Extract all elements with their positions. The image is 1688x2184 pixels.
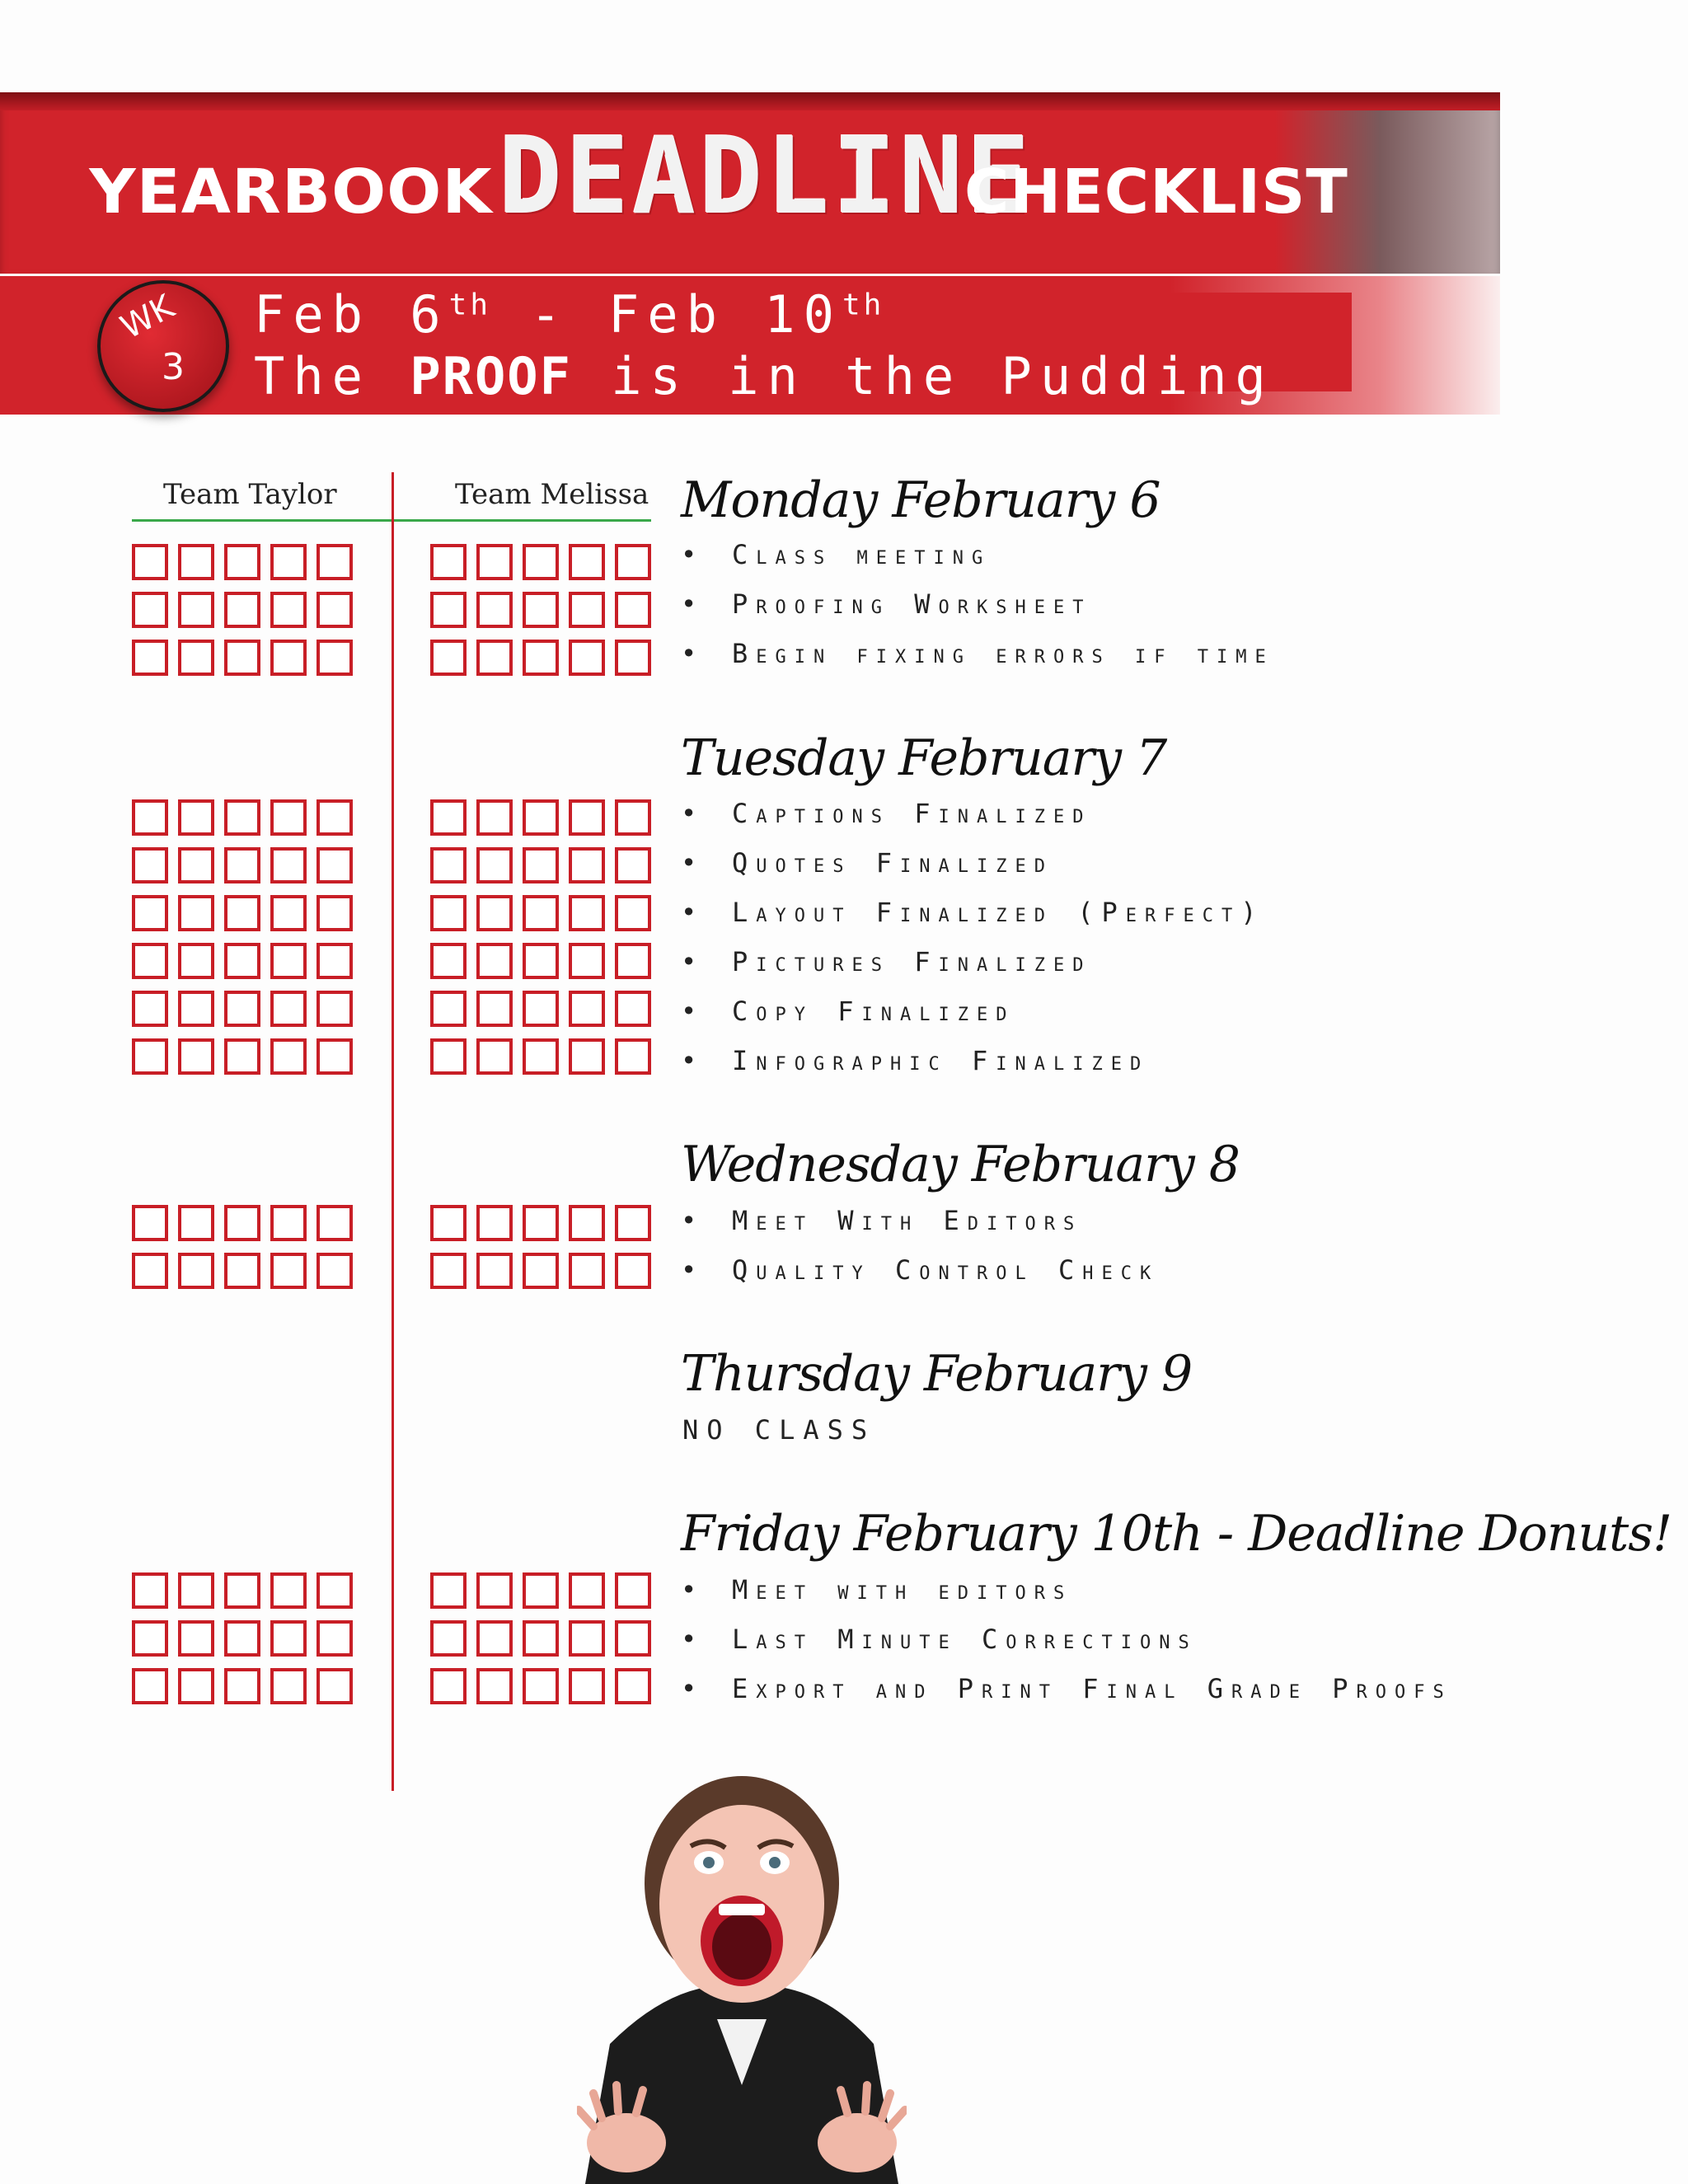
date-end: Feb 10 <box>607 284 842 344</box>
task-label: Infographic Finalized <box>732 1045 1150 1076</box>
checkbox[interactable] <box>430 943 467 979</box>
checkbox[interactable] <box>615 1668 651 1704</box>
checkbox[interactable] <box>270 1620 307 1657</box>
day-heading-monday: Monday February 6 <box>681 471 1160 529</box>
header-title-yearbook: YEARBOOK <box>89 157 493 227</box>
task-item <box>681 539 991 570</box>
checkbox[interactable] <box>430 592 467 628</box>
checkbox[interactable] <box>569 1572 605 1609</box>
checkbox[interactable] <box>224 991 260 1027</box>
task-label: Meet With Editors <box>732 1205 1083 1236</box>
checkbox[interactable] <box>224 1253 260 1289</box>
checkbox[interactable] <box>476 640 513 676</box>
checkbox[interactable] <box>316 991 353 1027</box>
day-heading-wednesday: Wednesday February 8 <box>681 1136 1240 1193</box>
checkbox[interactable] <box>132 1572 168 1609</box>
checkbox[interactable] <box>178 544 214 580</box>
checkbox[interactable] <box>224 1620 260 1657</box>
checkbox[interactable] <box>476 1253 513 1289</box>
team-column-divider <box>392 472 394 1791</box>
checkbox[interactable] <box>132 1668 168 1704</box>
checkbox[interactable] <box>430 640 467 676</box>
checkbox[interactable] <box>476 1038 513 1075</box>
checkbox[interactable] <box>523 847 559 883</box>
checkbox[interactable] <box>569 640 605 676</box>
week-badge-number: 3 <box>162 346 185 388</box>
checkbox[interactable] <box>569 991 605 1027</box>
checkbox[interactable] <box>270 991 307 1027</box>
week-badge-label: WK <box>115 288 181 347</box>
checkbox[interactable] <box>476 943 513 979</box>
checkbox[interactable] <box>523 1572 559 1609</box>
checkbox[interactable] <box>178 1572 214 1609</box>
checkbox[interactable] <box>178 1205 214 1241</box>
checkbox[interactable] <box>615 991 651 1027</box>
checkbox[interactable] <box>270 1205 307 1241</box>
motto <box>254 346 1274 406</box>
checkbox[interactable] <box>615 1253 651 1289</box>
checkbox[interactable] <box>569 799 605 836</box>
day-heading-thursday: Thursday February 9 <box>681 1345 1193 1403</box>
checkbox[interactable] <box>132 544 168 580</box>
checkbox[interactable] <box>132 1620 168 1657</box>
checkbox[interactable] <box>178 991 214 1027</box>
checkbox[interactable] <box>523 1620 559 1657</box>
bullet-icon: • <box>681 996 697 1027</box>
checkbox[interactable] <box>132 1038 168 1075</box>
checkbox[interactable] <box>523 943 559 979</box>
checkbox[interactable] <box>476 592 513 628</box>
task-item <box>681 897 1265 928</box>
checkbox[interactable] <box>523 799 559 836</box>
checkbox[interactable] <box>224 943 260 979</box>
checkbox[interactable] <box>132 640 168 676</box>
checkbox[interactable] <box>316 544 353 580</box>
checkbox[interactable] <box>178 1620 214 1657</box>
task-label: Class meeting <box>732 539 992 570</box>
checkbox[interactable] <box>569 544 605 580</box>
bullet-icon: • <box>681 1624 697 1655</box>
task-item <box>681 996 1015 1027</box>
checkbox[interactable] <box>476 1620 513 1657</box>
checkbox[interactable] <box>224 1205 260 1241</box>
checkbox[interactable] <box>430 895 467 931</box>
team-taylor-heading: Team Taylor <box>163 478 337 511</box>
checkbox[interactable] <box>132 592 168 628</box>
checkbox[interactable] <box>430 1572 467 1609</box>
task-label: Pictures Finalized <box>732 946 1092 977</box>
checkbox[interactable] <box>270 895 307 931</box>
checkbox[interactable] <box>178 799 214 836</box>
checkbox[interactable] <box>132 799 168 836</box>
checkbox[interactable] <box>476 895 513 931</box>
checkbox[interactable] <box>132 991 168 1027</box>
bullet-icon: • <box>681 1205 697 1236</box>
bullet-icon: • <box>681 638 697 669</box>
checkbox[interactable] <box>430 847 467 883</box>
task-label: Begin fixing errors if time <box>732 638 1274 669</box>
bullet-icon: • <box>681 588 697 620</box>
checkbox[interactable] <box>569 1253 605 1289</box>
task-item <box>681 1045 1149 1076</box>
date-range <box>254 284 884 344</box>
checkbox[interactable] <box>569 1620 605 1657</box>
bullet-icon: • <box>681 1045 697 1076</box>
checkbox[interactable] <box>615 895 651 931</box>
checkbox[interactable] <box>316 847 353 883</box>
checkbox[interactable] <box>523 1668 559 1704</box>
checkbox[interactable] <box>476 991 513 1027</box>
task-label: Export and Print Final Grade Proofs <box>732 1673 1452 1704</box>
checkbox[interactable] <box>615 1620 651 1657</box>
checkbox[interactable] <box>569 1038 605 1075</box>
checkbox[interactable] <box>270 1572 307 1609</box>
checkbox[interactable] <box>430 1620 467 1657</box>
checkbox[interactable] <box>178 1038 214 1075</box>
date-end-suffix: th <box>842 288 885 322</box>
checkbox[interactable] <box>132 1205 168 1241</box>
checkbox[interactable] <box>615 943 651 979</box>
checkbox[interactable] <box>270 1668 307 1704</box>
checkbox[interactable] <box>476 544 513 580</box>
date-start-suffix: th <box>448 288 491 322</box>
task-item <box>681 847 1053 879</box>
checkbox[interactable] <box>615 1038 651 1075</box>
team-melissa-heading: Team Melissa <box>455 478 649 511</box>
no-class-note: NO CLASS <box>682 1414 876 1446</box>
bullet-icon: • <box>681 1574 697 1605</box>
bullet-icon: • <box>681 946 697 977</box>
checkbox[interactable] <box>615 1572 651 1609</box>
checkbox[interactable] <box>178 847 214 883</box>
day-heading-tuesday: Tuesday February 7 <box>681 729 1167 787</box>
motto-emphasis: PROOF <box>410 346 572 406</box>
checkbox[interactable] <box>224 1668 260 1704</box>
checkbox[interactable] <box>132 1253 168 1289</box>
checkbox[interactable] <box>615 640 651 676</box>
checkbox[interactable] <box>224 847 260 883</box>
checkbox[interactable] <box>224 592 260 628</box>
checkbox[interactable] <box>132 895 168 931</box>
checkbox[interactable] <box>615 592 651 628</box>
checkbox[interactable] <box>476 799 513 836</box>
checkbox[interactable] <box>316 799 353 836</box>
checkbox[interactable] <box>569 592 605 628</box>
task-item <box>681 638 1274 669</box>
date-start: Feb 6 <box>254 284 449 344</box>
checkbox[interactable] <box>430 799 467 836</box>
checkbox[interactable] <box>316 943 353 979</box>
checkbox[interactable] <box>270 943 307 979</box>
checkbox[interactable] <box>430 1253 467 1289</box>
task-item <box>681 946 1091 977</box>
checkbox[interactable] <box>569 1205 605 1241</box>
checkbox[interactable] <box>316 1668 353 1704</box>
task-item <box>681 588 1091 620</box>
checkbox[interactable] <box>430 1668 467 1704</box>
bullet-icon: • <box>681 539 697 570</box>
task-item <box>681 1205 1082 1236</box>
checkbox[interactable] <box>615 544 651 580</box>
task-label: Quotes Finalized <box>732 847 1053 879</box>
checkbox[interactable] <box>132 847 168 883</box>
task-label: Last Minute Corrections <box>732 1624 1198 1655</box>
checkbox[interactable] <box>224 799 260 836</box>
checkbox[interactable] <box>430 544 467 580</box>
task-label: Quality Control Check <box>732 1254 1160 1286</box>
checkbox[interactable] <box>569 1668 605 1704</box>
checkbox[interactable] <box>569 943 605 979</box>
day-heading-friday: Friday February 10th - Deadline Donuts! <box>681 1505 1672 1563</box>
task-label: Copy Finalized <box>732 996 1015 1027</box>
checkbox[interactable] <box>224 544 260 580</box>
task-label: Proofing Worksheet <box>732 588 1092 620</box>
checkbox[interactable] <box>476 1205 513 1241</box>
checkbox[interactable] <box>224 640 260 676</box>
date-separator: - <box>491 284 608 344</box>
checkbox[interactable] <box>270 799 307 836</box>
checkbox[interactable] <box>316 895 353 931</box>
checkbox[interactable] <box>523 592 559 628</box>
checkbox[interactable] <box>569 895 605 931</box>
bullet-icon: • <box>681 847 697 879</box>
checkbox[interactable] <box>523 640 559 676</box>
checkbox[interactable] <box>270 847 307 883</box>
checkbox[interactable] <box>523 895 559 931</box>
checkbox[interactable] <box>615 1205 651 1241</box>
checkbox[interactable] <box>178 943 214 979</box>
checkbox[interactable] <box>224 1572 260 1609</box>
checkbox[interactable] <box>178 895 214 931</box>
checkbox[interactable] <box>316 1205 353 1241</box>
checkbox[interactable] <box>476 1668 513 1704</box>
checkbox[interactable] <box>316 1620 353 1657</box>
checkbox[interactable] <box>224 895 260 931</box>
checkbox[interactable] <box>132 943 168 979</box>
checkbox[interactable] <box>615 799 651 836</box>
checkbox[interactable] <box>569 847 605 883</box>
checkbox[interactable] <box>523 544 559 580</box>
task-item <box>681 1673 1452 1704</box>
task-item <box>681 798 1091 829</box>
bullet-icon: • <box>681 897 697 928</box>
checkbox[interactable] <box>178 592 214 628</box>
checkbox[interactable] <box>523 1253 559 1289</box>
task-item <box>681 1254 1159 1286</box>
checkbox[interactable] <box>178 1253 214 1289</box>
checkbox[interactable] <box>523 1205 559 1241</box>
checkbox[interactable] <box>270 544 307 580</box>
task-label: Layout Finalized (Perfect) <box>732 897 1265 928</box>
checkbox[interactable] <box>224 1038 260 1075</box>
checkbox[interactable] <box>270 640 307 676</box>
checkbox[interactable] <box>615 847 651 883</box>
checkbox[interactable] <box>430 991 467 1027</box>
screaming-woman-illustration <box>577 1772 907 2184</box>
checkbox[interactable] <box>316 1572 353 1609</box>
motto-after: is in the Pudding <box>571 346 1274 406</box>
bullet-icon: • <box>681 1254 697 1286</box>
checkbox[interactable] <box>316 592 353 628</box>
task-label: Meet with editors <box>732 1574 1073 1605</box>
checkbox[interactable] <box>316 1253 353 1289</box>
motto-before: The <box>254 346 410 406</box>
checkbox[interactable] <box>523 1038 559 1075</box>
bullet-icon: • <box>681 1673 697 1704</box>
task-label: Captions Finalized <box>732 798 1092 829</box>
task-item <box>681 1624 1198 1655</box>
task-item <box>681 1574 1072 1605</box>
bullet-icon: • <box>681 798 697 829</box>
checkbox[interactable] <box>270 592 307 628</box>
checkbox[interactable] <box>316 640 353 676</box>
checkbox[interactable] <box>430 1038 467 1075</box>
checkbox[interactable] <box>476 847 513 883</box>
checkbox[interactable] <box>178 640 214 676</box>
checkbox[interactable] <box>430 1205 467 1241</box>
checkbox[interactable] <box>476 1572 513 1609</box>
checkbox[interactable] <box>270 1253 307 1289</box>
checkbox[interactable] <box>270 1038 307 1075</box>
header-title-deadline: DEADLINE <box>499 115 1034 238</box>
checkbox[interactable] <box>178 1668 214 1704</box>
checkbox[interactable] <box>523 991 559 1027</box>
checkbox[interactable] <box>316 1038 353 1075</box>
header-title-checklist: CHECKLIST <box>964 157 1348 227</box>
